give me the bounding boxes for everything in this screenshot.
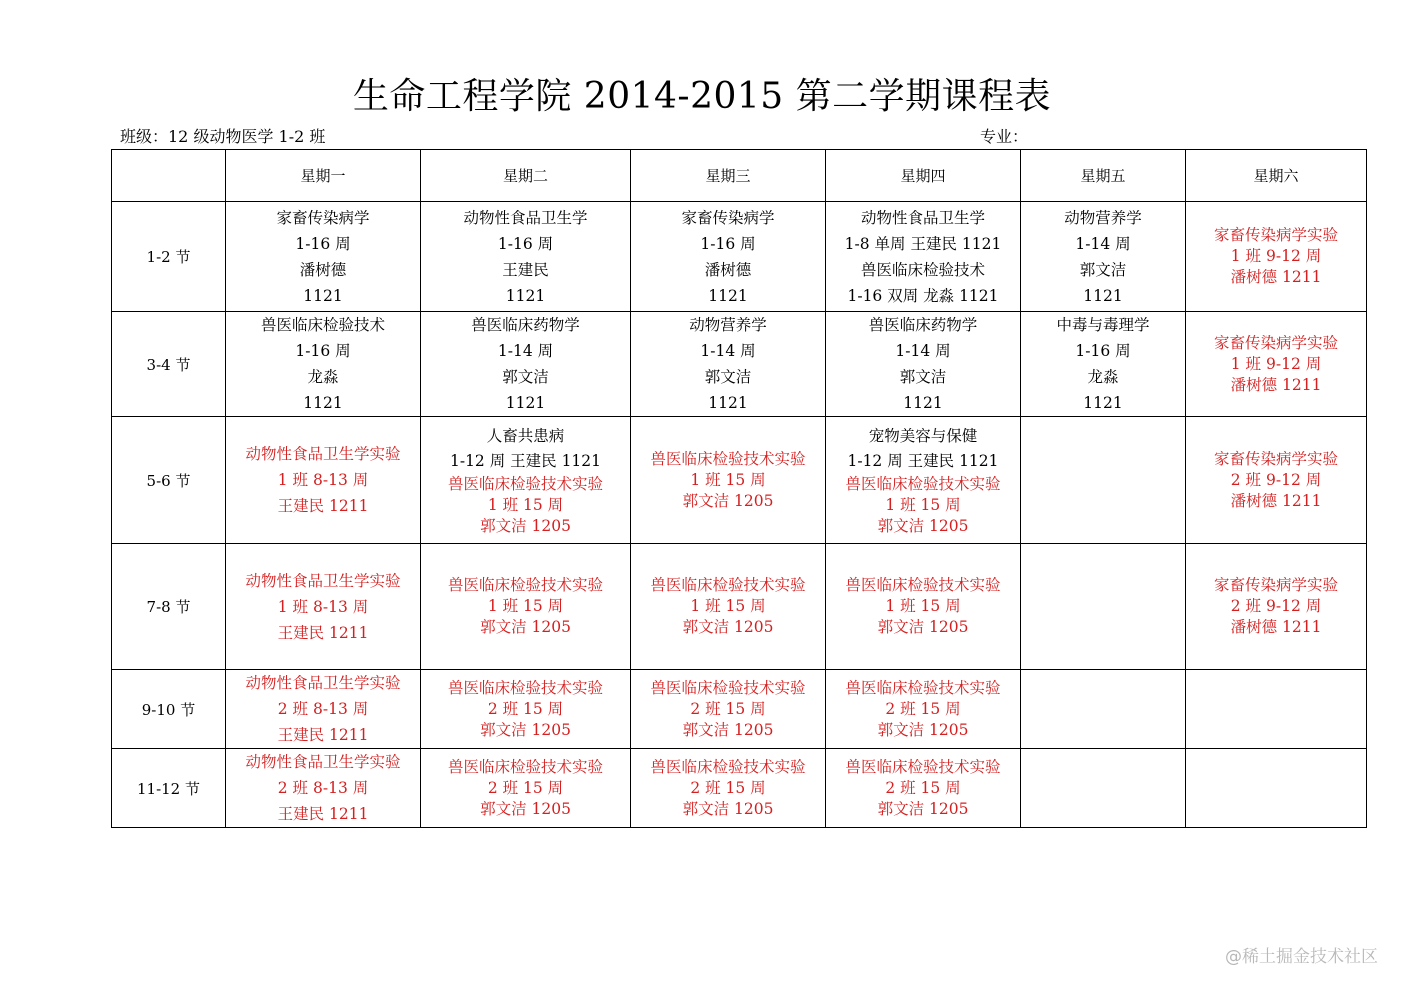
course-name: 家畜传染病学 — [681, 208, 775, 227]
course-weeks: 1-14 周 — [700, 342, 756, 360]
course-name: 动物性食品卫生学 — [463, 208, 588, 227]
lab-cell — [631, 417, 826, 544]
course-room: 1121 — [708, 286, 748, 305]
lab-weeks: 2 班 8-13 周 — [277, 779, 369, 797]
lab-cell — [226, 417, 421, 544]
course-cell — [421, 417, 631, 544]
course-name: 动物性食品卫生学 — [860, 208, 985, 227]
table-row — [112, 544, 1367, 670]
course-teacher: 郭文洁 — [704, 368, 752, 386]
lab-cell — [421, 544, 631, 670]
lab-teacher-room: 郭文洁 1205 — [682, 720, 774, 739]
course-teacher: 郭文洁 — [1079, 260, 1127, 279]
lab-weeks: 1 班 8-13 周 — [277, 597, 369, 616]
lab-weeks: 2 班 15 周 — [690, 699, 766, 718]
lab-weeks: 1 班 15 周 — [885, 597, 961, 615]
header-thursday: 星期四 — [826, 150, 1021, 202]
course-name: 中毒与毒理学 — [1056, 316, 1150, 334]
lab-name: 兽医临床检验技术实验 — [650, 678, 806, 697]
course-weeks: 1-16 周 — [700, 234, 756, 253]
lab-cell — [421, 670, 631, 749]
lab-name: 家畜传染病学实验 — [1213, 449, 1338, 468]
table-row — [112, 202, 1367, 312]
lab-name: 家畜传染病学实验 — [1213, 333, 1338, 352]
course-name: 兽医临床药物学 — [471, 316, 580, 334]
empty-cell — [1186, 749, 1367, 828]
course-weeks: 1-16 周 — [295, 234, 351, 253]
lab-cell — [631, 670, 826, 749]
course-teacher: 王建民 — [502, 260, 549, 279]
course-weeks: 1-14 周 — [895, 342, 951, 360]
lab-cell — [421, 749, 631, 828]
empty-cell — [1021, 670, 1186, 749]
lab-cell — [226, 544, 421, 670]
lab-weeks: 2 班 9-12 周 — [1230, 470, 1322, 489]
lab-weeks: 1 班 8-13 周 — [277, 471, 369, 489]
course-cell — [1021, 202, 1186, 312]
header-friday: 星期五 — [1021, 150, 1186, 202]
course-name: 兽医临床药物学 — [868, 316, 978, 334]
lab-name: 兽医临床检验技术实验 — [447, 576, 603, 594]
lab-name: 兽医临床检验技术实验 — [447, 474, 603, 493]
lab-cell — [226, 670, 421, 749]
lab-weeks: 1 班 15 周 — [487, 597, 564, 615]
lab-cell — [631, 749, 826, 828]
lab-teacher-room: 潘树德 1211 — [1230, 268, 1322, 286]
lab-name: 家畜传染病学实验 — [1213, 576, 1338, 594]
header-row — [112, 150, 1367, 202]
lab-name: 家畜传染病学实验 — [1213, 226, 1338, 244]
page-title: 生命工程学院 2014-2015 第二学期课程表 — [352, 76, 1052, 117]
lab-name: 动物性食品卫生学实验 — [245, 445, 401, 463]
course-detail: 1-8 单周 王建民 1121 — [844, 234, 1002, 253]
lab-teacher-room: 郭文洁 1205 — [682, 491, 774, 510]
lab-weeks: 1 班 15 周 — [690, 597, 766, 615]
course-weeks: 1-16 周 — [497, 234, 554, 253]
course-cell — [631, 202, 826, 312]
lab-teacher-room: 王建民 1211 — [277, 497, 369, 515]
lab-teacher-room: 郭文洁 1205 — [480, 618, 571, 636]
course-teacher: 潘树德 — [704, 260, 752, 279]
lab-cell — [1186, 544, 1367, 670]
course-name: 家畜传染病学 — [276, 208, 370, 227]
lab-teacher-room: 郭文洁 1205 — [877, 516, 969, 535]
lab-cell — [631, 544, 826, 670]
watermark: @稀土掘金技术社区 — [1225, 947, 1378, 967]
class-label: 班级：12 级动物医学 1-2 班 — [120, 127, 326, 146]
lab-teacher-room: 王建民 1211 — [277, 726, 369, 744]
header-saturday: 星期六 — [1186, 150, 1367, 202]
lab-weeks: 2 班 15 周 — [885, 699, 961, 718]
lab-weeks: 2 班 15 周 — [885, 778, 961, 797]
lab-cell — [826, 670, 1021, 749]
period-label: 7-8 节 — [112, 544, 226, 670]
lab-name: 兽医临床检验技术实验 — [845, 474, 1001, 493]
course-cell — [826, 417, 1021, 544]
table-row — [112, 749, 1367, 828]
header-wednesday: 星期三 — [631, 150, 826, 202]
course-room: 1121 — [303, 286, 343, 305]
course-name: 兽医临床检验技术 — [260, 316, 385, 334]
course-teacher: 郭文洁 — [502, 368, 549, 386]
lab-name: 兽医临床检验技术实验 — [650, 576, 806, 594]
schedule-table — [111, 149, 1367, 828]
period-label: 11-12 节 — [112, 749, 226, 828]
lab-name: 兽医临床检验技术实验 — [845, 678, 1001, 697]
course-weeks: 1-14 周 — [497, 342, 554, 360]
lab-name: 兽医临床检验技术实验 — [650, 757, 806, 776]
lab-teacher-room: 郭文洁 1205 — [480, 516, 571, 535]
lab-teacher-room: 郭文洁 1205 — [877, 720, 969, 739]
lab-cell — [1186, 202, 1367, 312]
lab-name: 兽医临床检验技术实验 — [845, 576, 1001, 594]
lab-teacher-room: 王建民 1211 — [277, 805, 369, 823]
major-label: 专业： — [980, 127, 1029, 146]
course-weeks: 1-16 周 — [295, 342, 351, 360]
course-name: 动物营养学 — [689, 316, 767, 334]
table-row — [112, 670, 1367, 749]
course-room: 1121 — [1083, 394, 1123, 412]
lab-name: 兽医临床检验技术实验 — [447, 757, 603, 776]
header-corner — [112, 150, 226, 202]
lab-weeks: 2 班 15 周 — [487, 778, 564, 797]
course-weeks: 1-14 周 — [1075, 234, 1131, 253]
empty-cell — [1021, 749, 1186, 828]
course-cell — [826, 312, 1021, 417]
course-room: 1121 — [708, 394, 748, 412]
course-cell — [226, 312, 421, 417]
course-cell — [631, 312, 826, 417]
empty-cell — [1021, 544, 1186, 670]
lab-name: 兽医临床检验技术实验 — [650, 449, 806, 468]
course-teacher: 龙淼 — [1087, 368, 1119, 386]
lab-teacher-room: 郭文洁 1205 — [877, 618, 969, 636]
course-detail: 1-16 双周 龙淼 1121 — [847, 286, 999, 305]
course-teacher: 潘树德 — [299, 260, 347, 279]
lab-teacher-room: 郭文洁 1205 — [682, 618, 774, 636]
lab-cell — [1186, 312, 1367, 417]
course-room: 1121 — [505, 286, 546, 305]
lab-teacher-room: 潘树德 1211 — [1230, 375, 1322, 394]
lab-cell — [1186, 417, 1367, 544]
course-room: 1121 — [505, 394, 546, 412]
lab-weeks: 1 班 9-12 周 — [1230, 247, 1322, 265]
lab-teacher-room: 潘树德 1211 — [1230, 491, 1322, 510]
course-cell — [1021, 312, 1186, 417]
table-row — [112, 417, 1367, 544]
header-tuesday: 星期二 — [421, 150, 631, 202]
lab-name: 兽医临床检验技术实验 — [447, 678, 603, 697]
lab-teacher-room: 郭文洁 1205 — [877, 799, 969, 818]
course-teacher: 龙淼 — [307, 368, 339, 386]
lab-name: 动物性食品卫生学实验 — [245, 753, 401, 771]
period-label: 5-6 节 — [112, 417, 226, 544]
empty-cell — [1021, 417, 1186, 544]
lab-weeks: 1 班 15 周 — [885, 495, 961, 514]
lab-weeks: 2 班 15 周 — [487, 699, 564, 718]
lab-teacher-room: 郭文洁 1205 — [480, 720, 571, 739]
lab-cell — [826, 749, 1021, 828]
course-detail: 1-12 周 王建民 1121 — [449, 451, 602, 470]
course-name: 动物营养学 — [1064, 208, 1142, 227]
course-room: 1121 — [1083, 286, 1123, 305]
table-row — [112, 312, 1367, 417]
course-room: 1121 — [303, 394, 343, 412]
course-name: 宠物美容与保健 — [868, 426, 978, 445]
empty-cell — [1186, 670, 1367, 749]
course-cell — [421, 312, 631, 417]
course-cell — [226, 202, 421, 312]
course-detail: 1-12 周 王建民 1121 — [847, 451, 999, 470]
lab-weeks: 1 班 15 周 — [487, 495, 564, 514]
course-weeks: 1-16 周 — [1075, 342, 1131, 360]
period-label: 3-4 节 — [112, 312, 226, 417]
lab-cell — [226, 749, 421, 828]
lab-teacher-room: 潘树德 1211 — [1230, 618, 1322, 636]
lab-name: 动物性食品卫生学实验 — [245, 571, 401, 590]
lab-name: 兽医临床检验技术实验 — [845, 757, 1001, 776]
lab-weeks: 2 班 8-13 周 — [277, 700, 369, 718]
lab-name: 动物性食品卫生学实验 — [245, 674, 401, 692]
lab-weeks: 2 班 9-12 周 — [1230, 597, 1322, 615]
period-label: 9-10 节 — [112, 670, 226, 749]
course-cell — [421, 202, 631, 312]
period-label: 1-2 节 — [112, 202, 226, 312]
course-cell — [826, 202, 1021, 312]
lab-teacher-room: 郭文洁 1205 — [682, 799, 774, 818]
lab-weeks: 1 班 15 周 — [690, 470, 766, 489]
lab-cell — [826, 544, 1021, 670]
lab-weeks: 1 班 9-12 周 — [1230, 354, 1322, 373]
course-name: 人畜共患病 — [486, 426, 565, 445]
lab-teacher-room: 王建民 1211 — [277, 623, 369, 642]
lab-teacher-room: 郭文洁 1205 — [480, 799, 571, 818]
course-name: 兽医临床检验技术 — [860, 260, 985, 279]
course-teacher: 郭文洁 — [899, 368, 947, 386]
course-room: 1121 — [903, 394, 943, 412]
header-monday: 星期一 — [226, 150, 421, 202]
lab-weeks: 2 班 15 周 — [690, 778, 766, 797]
